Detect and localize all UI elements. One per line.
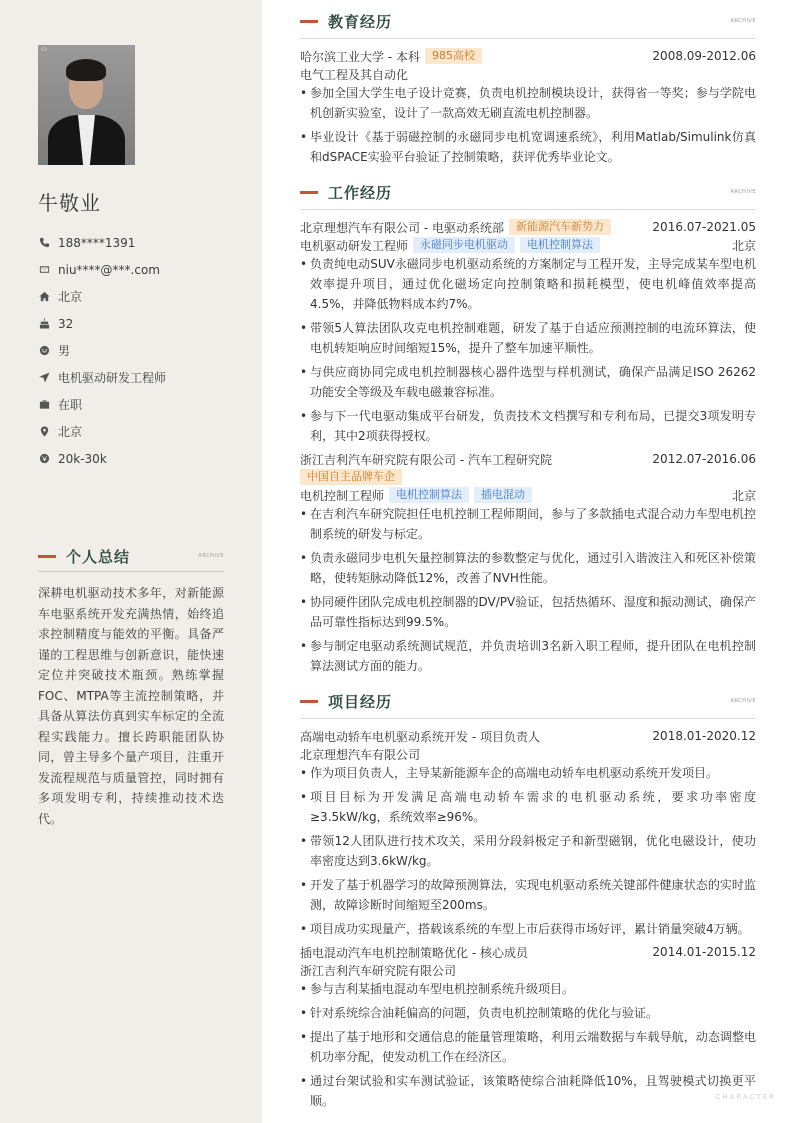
education-date: 2008.09-2012.06	[652, 49, 756, 63]
list-item: • 带领12人团队进行技术攻关，采用分段斜极定子和新型磁钢，优化电磁设计，使功率密度达到3.6kW/kg。	[300, 831, 756, 871]
list-item: • 在吉利汽车研究院担任电机控制工程师期间，参与了多款插电式混合动力车型电机控制系统的研发与标定。	[300, 504, 756, 544]
list-item: • 项目目标为开发满足高端电动轿车需求的电机驱动系统，要求功率密度≥3.5kW/kg，系统效率≥96%。	[300, 787, 756, 827]
job-tag-line	[300, 468, 756, 486]
list-item: • 参加全国大学生电子设计竞赛，负责电机控制模块设计，获得省一等奖；参与学院电机创新实验室，设计了一款高效无刷直流电机控制器。	[300, 83, 756, 123]
section-accent-bar	[300, 20, 318, 23]
send-icon	[38, 372, 50, 384]
contact-info-list	[38, 229, 238, 472]
list-item: • 负责永磁同步电机矢量控制算法的参数整定与优化，通过引入谐波注入和死区补偿策略，使转矩脉动降低12%，改善了NVH性能。	[300, 548, 756, 588]
project-name: 插电混动汽车电机控制策略优化 - 核心成员	[300, 945, 528, 960]
project-date: 2018.01-2020.12	[652, 729, 756, 743]
info-salary	[38, 445, 238, 472]
job-company: 北京理想汽车有限公司 - 电驱动系统部	[300, 220, 504, 235]
project-bullets	[300, 763, 756, 939]
list-item: • 协同硬件团队完成电机控制器的DV/PV验证，包括热循环、湿度和振动测试，确保产品可靠性指标达到99.5%。	[300, 592, 756, 632]
section-accent-bar	[300, 191, 318, 194]
info-location-text: 北京	[58, 425, 83, 439]
education-section	[300, 10, 756, 167]
summary-title: 个人总结	[66, 547, 131, 566]
school-tag: 985高校	[425, 48, 482, 64]
avatar-hair	[66, 59, 106, 81]
info-salary-text: 20k-30k	[58, 451, 107, 466]
info-position	[38, 364, 238, 391]
cake-icon	[38, 318, 50, 330]
list-item: • 通过台架试验和实车测试验证，该策略使综合油耗降低10%，且驾驶模式切换更平顺。	[300, 1071, 756, 1111]
list-item: • 参与制定电驱动系统测试规范，并负责培训3名新入职工程师，提升团队在电机控制算法测试方面的能力。	[300, 636, 756, 676]
list-item: • 作为项目负责人，主导某新能源车企的高端电动轿车电机驱动系统开发项目。	[300, 763, 756, 783]
info-status-text: 在职	[58, 398, 83, 412]
info-age-text: 32	[58, 316, 74, 331]
list-item: • 针对系统综合油耗偏高的问题，负责电机控制策略的优化与验证。	[300, 1003, 756, 1023]
photo-tag: Kit	[41, 47, 48, 53]
work-section	[300, 181, 756, 676]
summary-text: 深耕电机驱动技术多年，对新能源车电驱系统开发充满热情，始终追求控制精度与能效的平衡。具备严谨的工程思维与创新意识，能快速定位并突破技术瓶颈。熟练掌握FOC、MTPA等主流控制策略，并具备从算法仿真到实车标定的全流程实践能力。擅长跨职能团队协同，曾主导多个量产项目，注重开发流程规范与质量管控，同时拥有多项发明专利，持续推动技术迭代。	[38, 586, 224, 826]
info-phone-text: 188****1391	[58, 235, 136, 250]
project-entry	[300, 943, 756, 1111]
salary-icon	[38, 453, 50, 465]
school-name: 哈尔滨工业大学 - 本科	[300, 49, 420, 64]
job-city: 北京	[731, 488, 756, 503]
avatar	[38, 45, 135, 165]
home-icon	[38, 291, 50, 303]
company-tag: 中国自主品牌车企	[300, 469, 402, 485]
info-location	[38, 418, 238, 445]
skill-tag: 电机控制算法	[389, 487, 469, 503]
list-item: • 开发了基于机器学习的故障预测算法，实现电机驱动系统关键部件健康状态的实时监测，故障诊断时间缩短至200ms。	[300, 875, 756, 915]
briefcase-icon	[38, 399, 50, 411]
summary-en-label: ARCHIVE	[198, 553, 224, 559]
info-email-text: niu****@***.com	[58, 262, 160, 277]
work-en-label: ARCHIVE	[730, 189, 756, 195]
info-age	[38, 310, 238, 337]
job-bullets	[300, 254, 756, 446]
education-title: 教育经历	[328, 12, 393, 31]
info-home	[38, 283, 238, 310]
education-school-line	[300, 47, 756, 65]
section-accent-bar	[300, 700, 318, 703]
list-item: • 带领5人算法团队攻克电机控制难题，研发了基于自适应预测控制的电流环算法，使电机转矩响应时间缩短15%，提升了整车加速平顺性。	[300, 318, 756, 358]
work-header	[300, 181, 756, 203]
list-item: • 提出了基于地形和交通信息的能量管理策略，利用云端数据与车载导航，动态调整电机功率分配，使发动机工作在经济区。	[300, 1027, 756, 1067]
project-bullets	[300, 979, 756, 1111]
major-name: 电气工程及其自动化	[300, 67, 409, 82]
job-entry	[300, 218, 756, 446]
job-entry	[300, 450, 756, 676]
info-status	[38, 391, 238, 418]
job-date: 2016.07-2021.05	[652, 220, 756, 234]
projects-en-label: ARCHIVE	[730, 698, 756, 704]
project-date: 2014.01-2015.12	[652, 945, 756, 959]
job-company-line	[300, 450, 756, 468]
watermark: CHARACTER	[715, 1093, 776, 1101]
list-item: • 参与吉利某插电混动车型电机控制系统升级项目。	[300, 979, 756, 999]
education-bullets	[300, 83, 756, 167]
list-item: • 毕业设计《基于弱磁控制的永磁同步电机宽调速系统》，利用Matlab/Simulink仿真和dSPACE实验平台验证了控制策略，获评优秀毕业论文。	[300, 127, 756, 167]
candidate-name: 牛敬业	[38, 191, 101, 215]
list-item: • 负责纯电动SUV永磁同步电机驱动系统的方案制定与工程开发，主导完成某车型电机效率提升项目，通过优化磁场定向控制策略和损耗模型，使电机峰值效率提高4.5%，并降低物料成本约7%。	[300, 254, 756, 314]
work-title: 工作经历	[328, 183, 393, 202]
project-org: 北京理想汽车有限公司	[300, 747, 421, 762]
info-gender-text: 男	[58, 344, 71, 358]
summary-header	[38, 545, 224, 567]
list-item: • 参与下一代电驱动集成平台研发，负责技术文档撰写和专利布局，已提交3项发明专利，其中2项获得授权。	[300, 406, 756, 446]
section-divider	[38, 571, 224, 572]
gender-icon	[38, 345, 50, 357]
location-icon	[38, 426, 50, 438]
main-content	[300, 10, 756, 1115]
info-phone	[38, 229, 238, 256]
job-date: 2012.07-2016.06	[652, 452, 756, 466]
phone-icon	[38, 237, 50, 249]
skill-tag: 插电混动	[474, 487, 532, 503]
info-gender	[38, 337, 238, 364]
education-header	[300, 10, 756, 32]
skill-tag: 永磁同步电机驱动	[413, 237, 515, 253]
company-tag: 新能源汽车新势力	[509, 219, 611, 235]
job-city: 北京	[731, 238, 756, 253]
job-company-line	[300, 218, 756, 236]
summary-section	[38, 545, 224, 829]
job-role-line	[300, 236, 756, 254]
project-org: 浙江吉利汽车研究院有限公司	[300, 963, 457, 978]
sidebar	[0, 0, 262, 1123]
project-name: 高端电动轿车电机驱动系统开发 - 项目负责人	[300, 729, 540, 744]
job-role-line	[300, 486, 756, 504]
project-org-line	[300, 961, 756, 979]
skill-tag: 电机控制算法	[520, 237, 600, 253]
job-role: 电机控制工程师	[300, 488, 385, 503]
project-org-line	[300, 745, 756, 763]
projects-header	[300, 690, 756, 712]
section-accent-bar	[38, 555, 56, 558]
education-major-line	[300, 65, 756, 83]
list-item: • 项目成功实现量产，搭载该系统的车型上市后获得市场好评，累计销量突破4万辆。	[300, 919, 756, 939]
project-entry	[300, 727, 756, 939]
projects-title: 项目经历	[328, 692, 393, 711]
job-bullets	[300, 504, 756, 676]
projects-section	[300, 690, 756, 1111]
job-company: 浙江吉利汽车研究院有限公司 - 汽车工程研究院	[300, 452, 552, 467]
project-name-line	[300, 943, 756, 961]
list-item: • 与供应商协同完成电机控制器核心器件选型与样机测试，确保产品满足ISO 26262功能安全等级及车载电磁兼容标准。	[300, 362, 756, 402]
info-email	[38, 256, 238, 283]
job-role: 电机驱动研发工程师	[300, 238, 409, 253]
mail-icon	[38, 264, 50, 276]
education-en-label: ARCHIVE	[730, 18, 756, 24]
info-home-text: 北京	[58, 290, 83, 304]
info-position-text: 电机驱动研发工程师	[58, 371, 167, 385]
project-name-line	[300, 727, 756, 745]
